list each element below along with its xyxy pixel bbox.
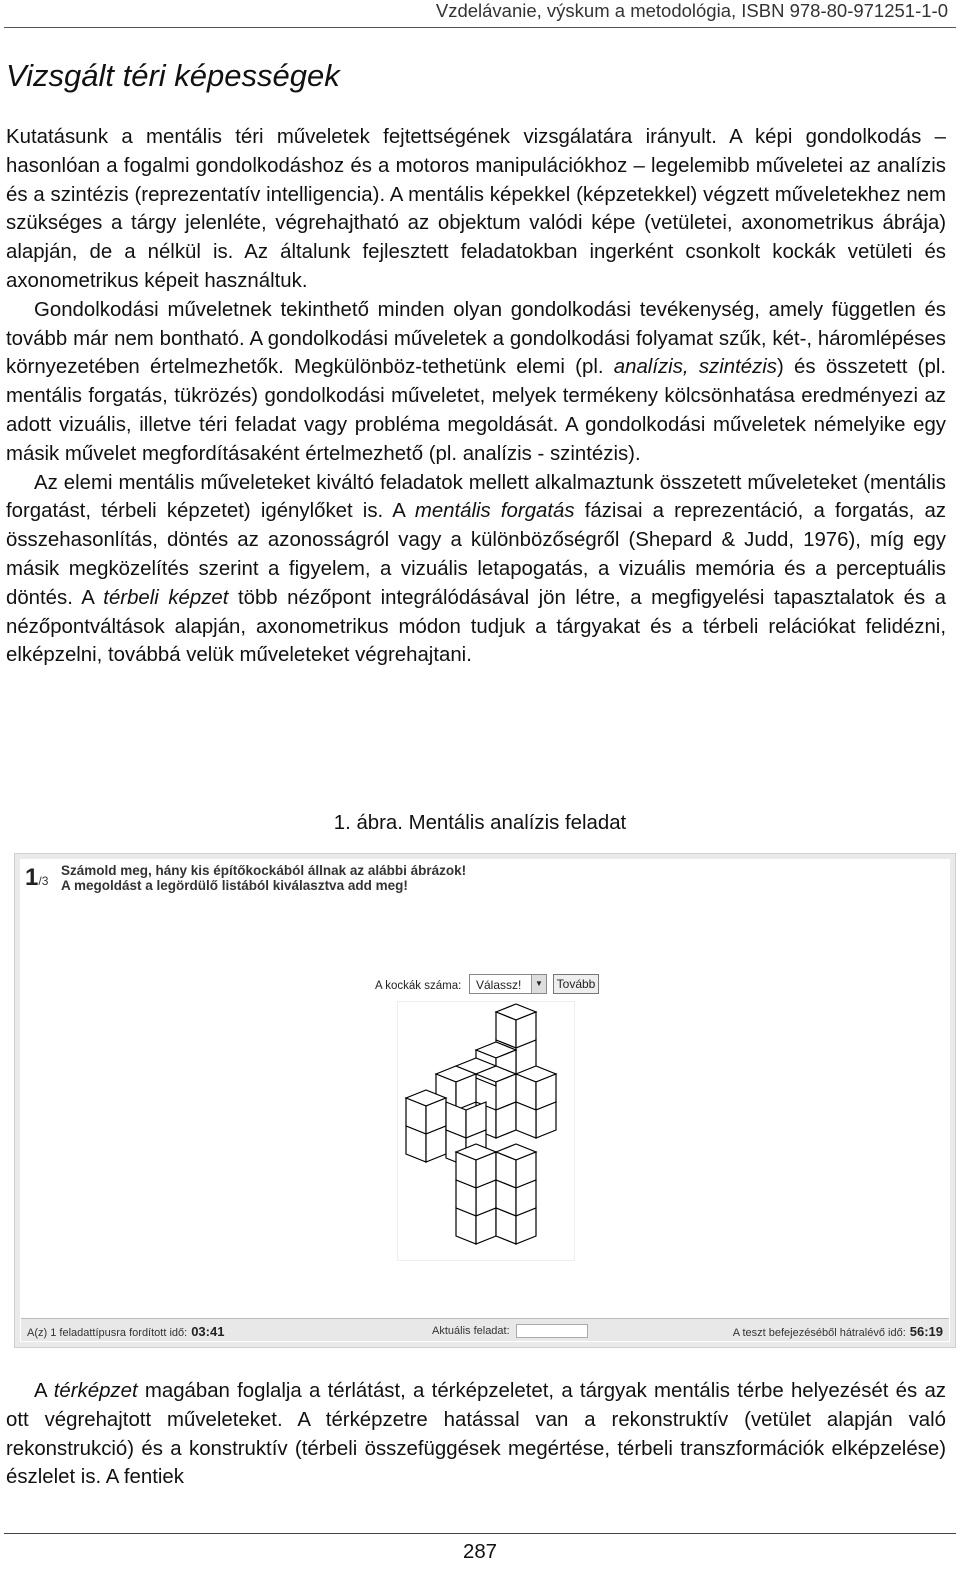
figure-caption: 1. ábra. Mentális analízis feladat bbox=[333, 812, 627, 834]
instruction-line: A megoldást a legördülő listából kiválasztva add meg! bbox=[61, 878, 408, 893]
instruction-line: Számold meg, hány kis építőkockából állnak az alábbi ábrázok! bbox=[61, 863, 467, 878]
task-instructions bbox=[61, 863, 466, 893]
current-task-field bbox=[516, 1324, 588, 1338]
remaining-time: A teszt befejezéséből hátralévő idő: 56:19 bbox=[732, 1324, 943, 1339]
body-section-1 bbox=[6, 123, 946, 670]
emphasis: mentális forgatás bbox=[414, 500, 575, 523]
paragraph-1: Kutatásunk a mentális téri műveletek fejtettségének vizsgálatára irányult. A képi gondolkodás – hasonlóan a fogalmi gondolkodáshoz és a motoros manipulációkhoz – legelemibb műveletei az analízis és a szintézis (reprezentatív intelligencia). A mentális képekkel (képzetekkel) végzett műveletekhez nem szükséges a tárgy jelenléte, végrehajtható az objektum valódi képe (vetületei, axonometrikus ábrája) alapján, de a nélkül is. Az általunk fejlesztett feladatokban ingerként csonkolt kockák vetületi és axonometrikus képeit használtuk. bbox=[6, 126, 946, 292]
page-number: 287 bbox=[462, 1541, 498, 1563]
cube-figure bbox=[397, 1001, 575, 1261]
cube-stack-drawing bbox=[398, 1002, 574, 1260]
page-indicator bbox=[25, 864, 48, 892]
page-total: /3 bbox=[38, 874, 49, 888]
emphasis: analízis, szintézis bbox=[613, 356, 778, 379]
status-bar bbox=[21, 1318, 949, 1341]
header-divider bbox=[4, 27, 956, 28]
page-current: 1 bbox=[25, 864, 39, 891]
figure-screenshot bbox=[14, 853, 956, 1348]
paragraph-4: A térképzet magában foglalja a térlátást, a térképzeletet, a tárgyak mentális térbe helyezését és az ott végrehajtott műveleteket. A térképzetre hatással van a rekonstruktív (vetület alapján való rekonstrukció) és a konstruktív (térbeli összefüggések megértése, térbeli transzformációk elképzelése) észlelet is. A fentiek bbox=[6, 1380, 947, 1489]
task-header bbox=[21, 860, 949, 894]
remaining-time-value: 56:19 bbox=[909, 1324, 943, 1339]
cube-count-label: A kockák száma: bbox=[375, 980, 462, 992]
running-header: Vzdelávanie, výskum a metodológia, ISBN 978-80-971251-1-0 bbox=[435, 0, 948, 21]
paragraph-3: Az elemi mentális műveleteket kiváltó feladatok mellett alkalmaztunk összetett műveleteket (mentális forgatást, térbeli képzetet) igénylőket is. A mentális forgatás fázisai a reprezentáció, a forgatás, az összehasonlítás, döntés az azonosságról vagy a különbözőségről (Shepard & Judd, 1976), míg egy másik megközelítés szerint a figyelem, a vizuális letapogatás, a vizuális memória és a perceptuális döntés. A térbeli képzet több nézőpont integrálódásával jön létre, a megfigyelési tapasztalatok és a nézőpontváltások alapján, axonometrikus módon tudjuk a tárgyakat és a térbeli relációkat felidézni, elképzelni, továbbá velük műveleteket végrehajtani. bbox=[6, 471, 947, 667]
elapsed-time-value: 03:41 bbox=[191, 1324, 225, 1339]
body-section-2 bbox=[6, 1377, 946, 1492]
section-title: Vizsgált téri képességek bbox=[6, 58, 340, 93]
emphasis: térképzet bbox=[53, 1380, 138, 1402]
emphasis: térbeli képzet bbox=[103, 586, 229, 609]
paragraph-2: Gondolkodási műveletnek tekinthető minden olyan gondolkodási tevékenység, amely független és tovább már nem bontható. A gondolkodási műveletek a gondolkodási folyamat szűk, két-, háromlépéses környezetében értelmezhetők. Megkülönböz-tethetünk elemi (pl. analízis, szintézis) és összetett (pl. mentális forgatás, tükrözés) gondolkodási műveletet, melyek termékeny kölcsönhatása eredményezi az adott vizuális, illetve téri feladat vagy probléma megoldását. A gondolkodási műveletek némelyike egy másik művelet megfordításaként értelmezhető (pl. analízis - szintézis). bbox=[6, 298, 947, 465]
elapsed-time: A(z) 1 feladattípusra fordított idő: 03:41 bbox=[27, 1324, 225, 1339]
next-button[interactable]: Tovább bbox=[553, 974, 599, 994]
footer-divider bbox=[4, 1533, 956, 1534]
current-task: Aktuális feladat: bbox=[432, 1324, 588, 1338]
cube-count-select[interactable]: Válassz! ▼ bbox=[469, 974, 547, 994]
chevron-down-icon: ▼ bbox=[531, 975, 546, 993]
